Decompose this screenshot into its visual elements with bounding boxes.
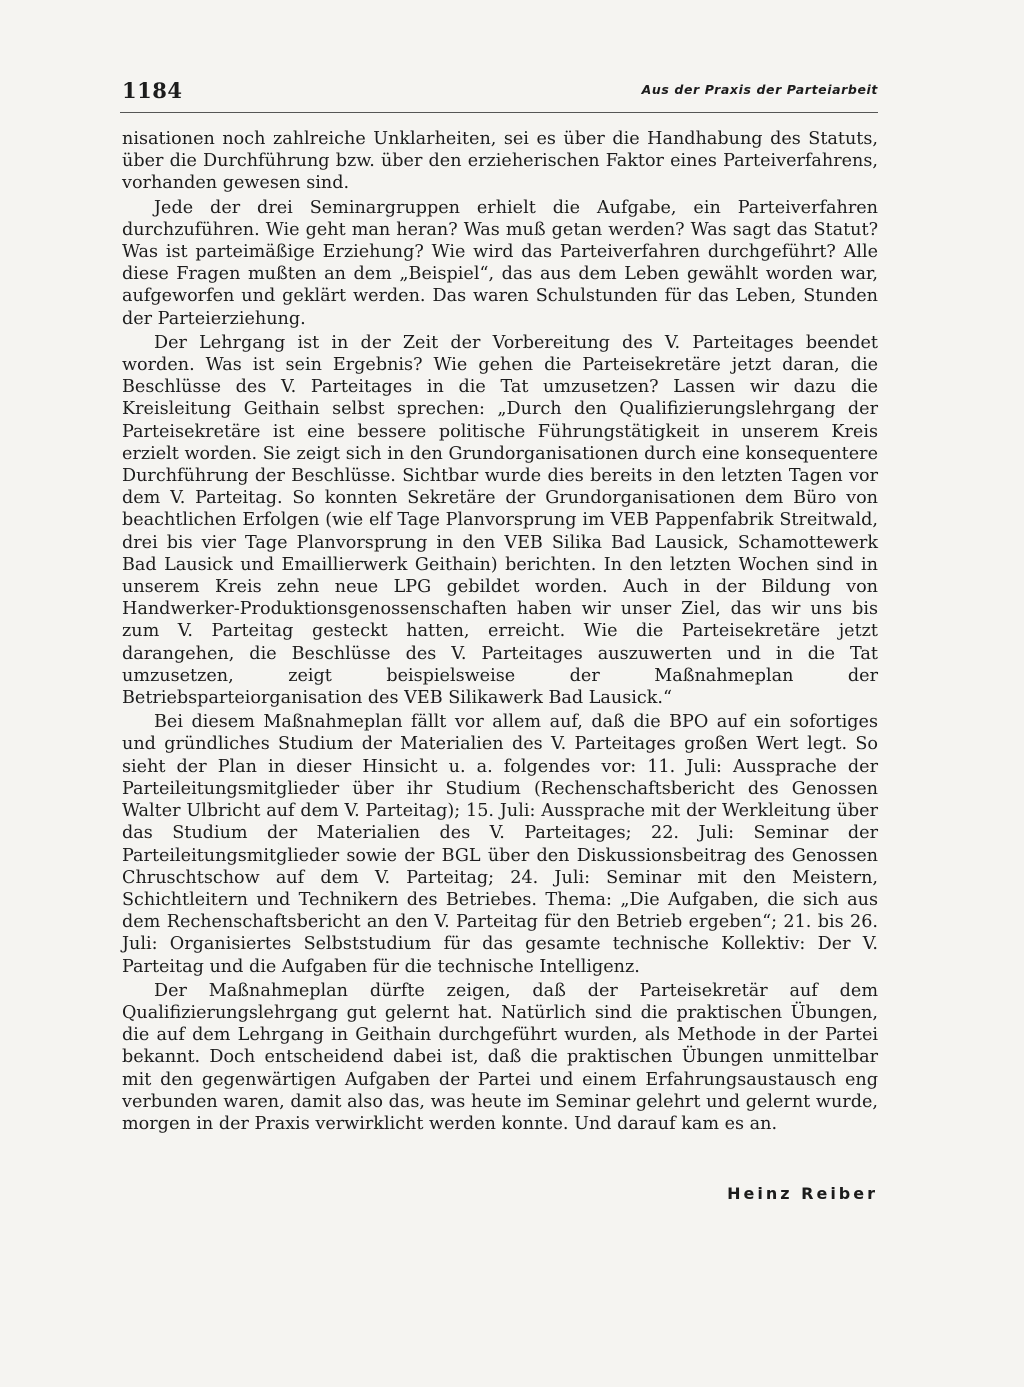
paragraph-1: nisationen noch zahlreiche Unklarheiten, sei es über die Handhabung des Statuts, über die Durchführung bzw. über den erzieherischen Faktor eines Parteiverfahrens, vorhanden gewesen sind.: [122, 129, 878, 194]
page-number: 1184: [122, 78, 183, 103]
paragraph-4: Bei diesem Maßnahmeplan fällt vor allem auf, daß die BPO auf ein sofortiges und gründliches Studium der Materialien des V. Parteitages großen Wert legt. So sieht der Plan in dieser Hinsicht u. a. folgendes vor: 11. Juli: Aussprache der Parteileitungsmitglieder über ihr Studium (Rechenschaftsbericht des Genossen Walter Ulbricht auf dem V. Parteitag); 15. Juli: Aussprache mit der Werkleitung über das Studium der Materialien des V. Parteitages; 22. Juli: Seminar der Parteileitungsmitglieder sowie der BGL über den Diskussionsbeitrag des Genossen Chruschtschow auf dem V. Parteitag; 24. Juli: Seminar mit den Meistern, Schichtleitern und Technikern des Betriebes. Thema: „Die Aufgaben, die sich aus dem Rechenschaftsbericht an den V. Parteitag für den Betrieb ergeben“; 21. bis 26. Juli: Organisiertes Selbststudium für das gesamte technische Kollektiv: Der V. Parteitag und die Aufgaben für die technische Intelligenz.: [122, 712, 878, 977]
author-signature: Heinz Reiber: [727, 1184, 878, 1203]
header-rule: [120, 112, 878, 113]
page-header: [122, 78, 878, 112]
article-body: [122, 128, 878, 1137]
paragraph-3: Der Lehrgang ist in der Zeit der Vorbereitung des V. Parteitages beendet worden. Was ist sein Ergebnis? Wie gehen die Parteisekretäre jetzt daran, die Beschlüsse des V. Parteitages in die Tat umzusetzen? Lassen wir dazu die Kreisleitung Geithain selbst sprechen: „Durch den Qualifizierungslehrgang der Parteisekretäre ist eine bessere politische Führungstätigkeit in unserem Kreis erzielt worden. Sie zeigt sich in den Grundorganisationen durch eine konsequentere Durchführung der Beschlüsse. Sichtbar wurde dies bereits in den letzten Tagen vor dem V. Parteitag. So konnten Sekretäre der Grundorganisationen dem Büro von beachtlichen Erfolgen (wie elf Tage Planvorsprung im VEB Pappenfabrik Streitwald, drei bis vier Tage Planvorsprung in den VEB Silika Bad Lausick, Schamottewerk Bad Lausick und Emaillierwerk Geithain) berichten. In den letzten Wochen sind in unserem Kreis zehn neue LPG gebildet worden. Auch in der Bildung von Handwerker-Produktionsgenossenschaften haben wir unser Ziel, das wir uns bis zum V. Parteitag gesteckt hatten, erreicht. Wie die Parteisekretäre jetzt darangehen, die Beschlüsse des V. Parteitages auszuwerten und in die Tat umzusetzen, zeigt beispielsweise der Maßnahmeplan der Betriebsparteiorganisation des VEB Silikawerk Bad Lausick.“: [122, 332, 878, 709]
paragraph-5: Der Maßnahmeplan dürfte zeigen, daß der Parteisekretär auf dem Qualifizierungslehrgang gut gelernt hat. Natürlich sind die praktischen Übungen, die auf dem Lehrgang in Geithain durchgeführt wurden, als Methode in der Partei bekannt. Doch entscheidend dabei ist, daß die praktischen Übungen unmittelbar mit den gegenwärtigen Aufgaben der Partei und einem Erfahrungsaustausch eng verbunden waren, damit also das, was heute im Seminar gelehrt und gelernt wurde, morgen in der Praxis verwirklicht werden konnte. Und darauf kam es an.: [122, 980, 878, 1134]
paragraph-2: Jede der drei Seminargruppen erhielt die Aufgabe, ein Parteiverfahren durchzuführen. Wie geht man heran? Was muß getan werden? Was sagt das Statut? Was ist parteimäßige Erziehung? Wie wird das Parteiverfahren durchgeführt? Alle diese Fragen mußten an dem „Beispiel“, das aus dem Leben gewählt worden war, aufgeworfen und geklärt werden. Das waren Schulstunden für das Leben, Stunden der Parteierziehung.: [122, 197, 878, 329]
running-head: Aus der Praxis der Parteiarbeit: [641, 82, 878, 97]
